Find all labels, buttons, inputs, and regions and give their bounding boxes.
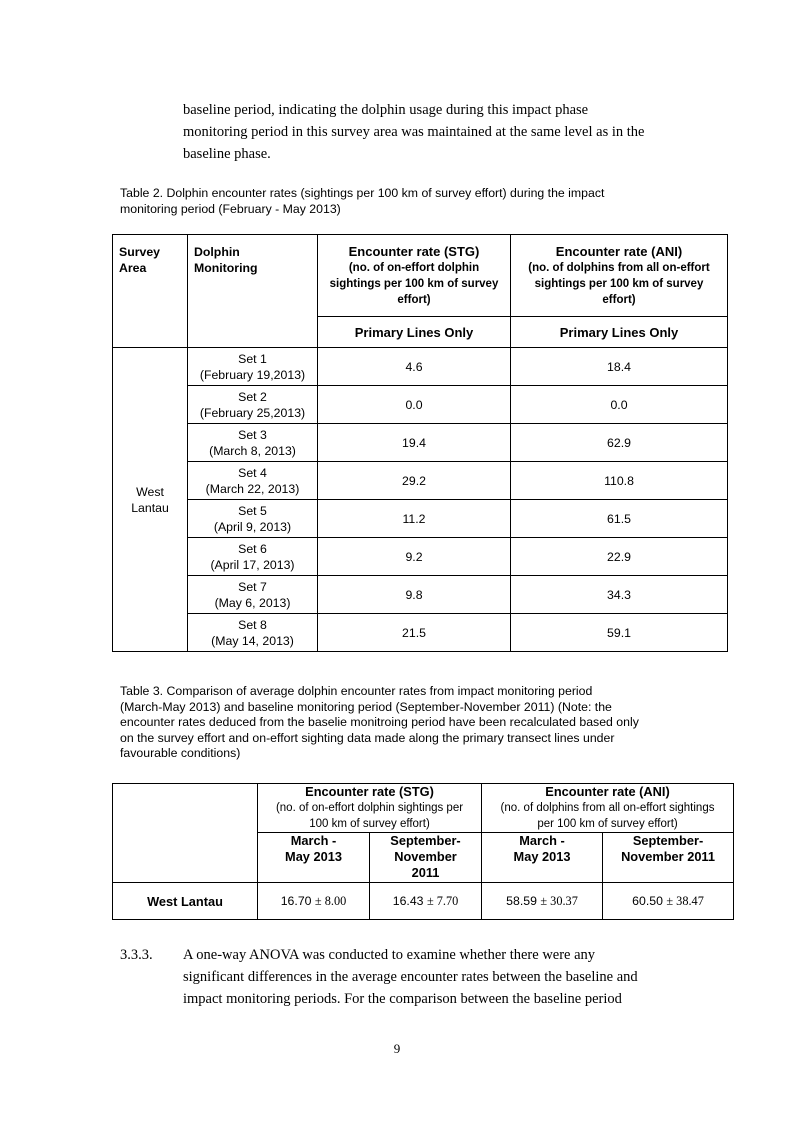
stg-value: 11.2 [318,500,511,538]
intro-paragraph [183,99,723,165]
header-survey-area: Survey Area [113,235,188,348]
header-encounter-rate-stg: Encounter rate (STG) (no. of on-effort dolphin sightings per 100 km of survey effort) [318,235,511,317]
table2-encounter-rates [112,234,728,652]
table3-caption: Table 3. Comparison of average dolphin encounter rates from impact monitoring period (March-May 2013) and baseline monitoring period (September-November 2011) (Note: the encounter rates deduced from the baselie monitroing period have been recalculated based only on the survey effort and on-effort sighting data made along the primary transect lines under favourable conditions) [120,684,639,760]
stg-value: 19.4 [318,424,511,462]
ani-value: 0.0 [511,386,728,424]
set-cell: Set 6 (April 17, 2013) [188,538,318,576]
survey-area-west-lantau: West Lantau [113,348,188,652]
ani-baseline-value: 60.50 ± 38.47 [603,883,734,920]
page-number: 9 [393,1041,401,1056]
table-row [113,424,728,462]
stg-value: 0.0 [318,386,511,424]
ani-value: 59.1 [511,614,728,652]
table-row [113,538,728,576]
table3-comparison [112,783,734,920]
header-impact-period-ani: March - May 2013 [482,833,603,883]
stg-value: 21.5 [318,614,511,652]
set-cell: Set 8 (May 14, 2013) [188,614,318,652]
table2-caption: Table 2. Dolphin encounter rates (sightings per 100 km of survey effort) during the impact monitoring period (February - May 2013) [120,186,605,216]
set-cell: Set 4 (March 22, 2013) [188,462,318,500]
header-encounter-rate-ani: Encounter rate (ANI) (no. of dolphins from all on-effort sightings per 100 km of survey effort) [482,784,734,833]
header-baseline-period-ani: September- November 2011 [603,833,734,883]
ani-value: 110.8 [511,462,728,500]
table-row [113,462,728,500]
header-encounter-rate-ani: Encounter rate (ANI) (no. of dolphins from all on-effort sightings per 100 km of survey effort) [511,235,728,317]
set-cell: Set 7 (May 6, 2013) [188,576,318,614]
stg-value: 9.2 [318,538,511,576]
table-row [113,883,734,920]
intro-line: baseline period, indicating the dolphin usage during this impact phase [183,102,589,118]
stg-impact-value: 16.70 ± 8.00 [258,883,370,920]
stg-value: 29.2 [318,462,511,500]
header-dolphin-monitoring: Dolphin Monitoring [188,235,318,348]
stg-value: 4.6 [318,348,511,386]
row-label-west-lantau: West Lantau [113,883,258,920]
section-number: 3.3.3. [120,947,153,963]
set-cell: Set 5 (April 9, 2013) [188,500,318,538]
header-primary-lines-stg: Primary Lines Only [318,317,511,348]
intro-line: baseline phase. [183,146,271,162]
table-row [113,348,728,386]
set-cell: Set 2 (February 25,2013) [188,386,318,424]
ani-value: 22.9 [511,538,728,576]
ani-value: 61.5 [511,500,728,538]
table-row [113,386,728,424]
header-baseline-period-stg: September- November 2011 [370,833,482,883]
stg-baseline-value: 16.43 ± 7.70 [370,883,482,920]
header-primary-lines-ani: Primary Lines Only [511,317,728,348]
header-encounter-rate-stg: Encounter rate (STG) (no. of on-effort dolphin sightings per 100 km of survey effort) [258,784,482,833]
set-cell: Set 3 (March 8, 2013) [188,424,318,462]
table-row [113,576,728,614]
set-cell: Set 1 (February 19,2013) [188,348,318,386]
section-text: A one-way ANOVA was conducted to examine whether there were any significant differences in the average encounter rates between the baseline and impact monitoring periods. For the comparison between the baseline period [183,947,638,1007]
ani-value: 34.3 [511,576,728,614]
table-row [113,500,728,538]
table3-corner-cell [113,784,258,883]
header-impact-period-stg: March - May 2013 [258,833,370,883]
ani-impact-value: 58.59 ± 30.37 [482,883,603,920]
table-row [113,614,728,652]
stg-value: 9.8 [318,576,511,614]
ani-value: 62.9 [511,424,728,462]
ani-value: 18.4 [511,348,728,386]
intro-line: monitoring period in this survey area was maintained at the same level as in the [183,124,645,140]
